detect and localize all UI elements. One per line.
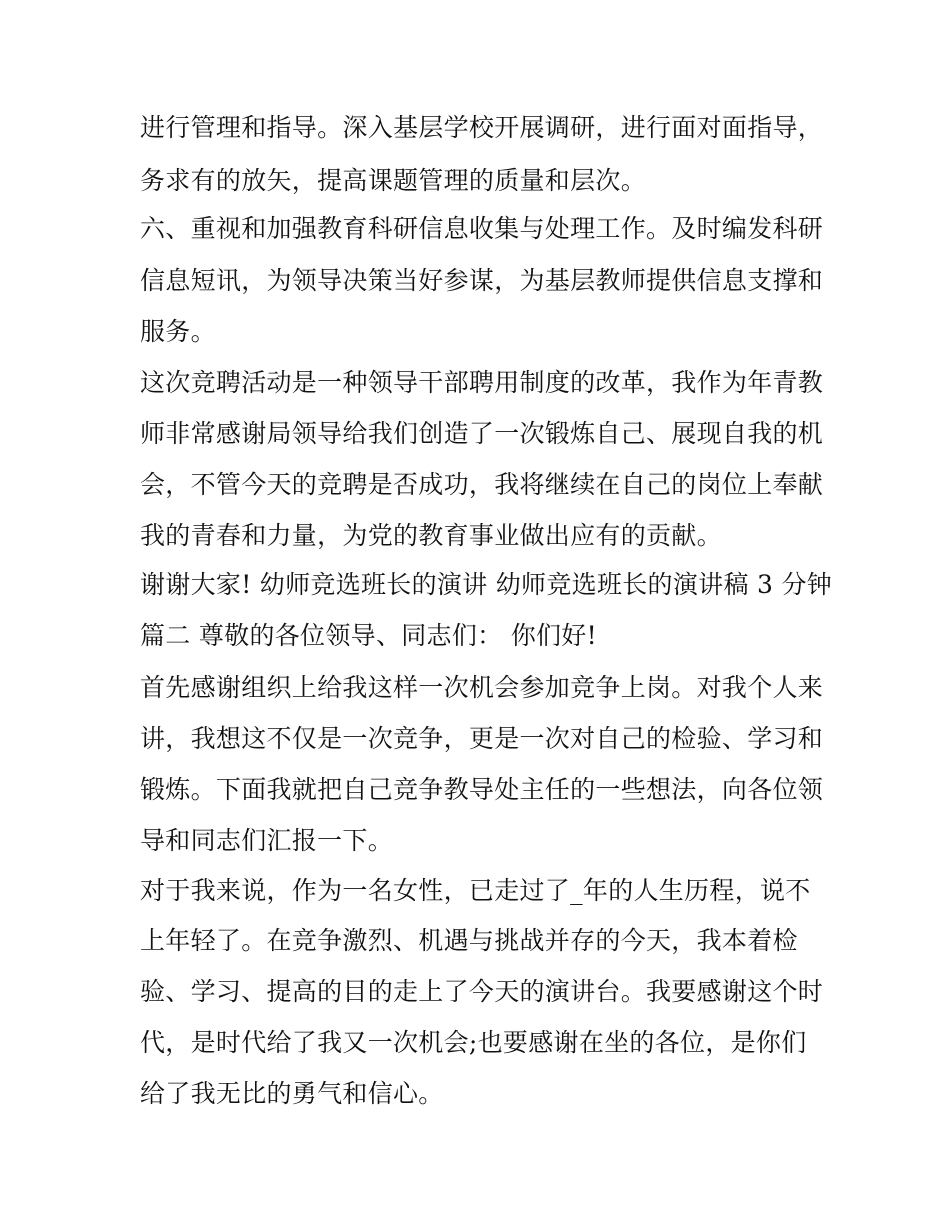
text-line: 师非常感谢局领导给我们创造了一次锻炼自己、展现自我的机: [140, 419, 824, 448]
text-line: 首先感谢组织上给我这样一次机会参加竞争上岗。对我个人来: [140, 673, 824, 702]
text-line: 上年轻了。在竞争激烈、机遇与挑战并存的今天，我本着检: [140, 926, 798, 955]
text-line: 验、学习、提高的目的走上了今天的演讲台。我要感谢这个时: [140, 977, 824, 1006]
text-line: 谢谢大家! 幼师竞选班长的演讲 幼师竞选班长的演讲稿 3 分钟: [140, 570, 833, 599]
text-line: 篇二 尊敬的各位领导、同志们： 你们好!: [140, 621, 597, 650]
text-line: 导和同志们汇报一下。: [140, 826, 394, 855]
text-line: 进行管理和指导。深入基层学校开展调研，进行面对面指导，: [140, 113, 824, 142]
text-line: 信息短讯，为领导决策当好参谋，为基层教师提供信息支撑和: [140, 266, 824, 295]
text-line: 这次竞聘活动是一种领导干部聘用制度的改革，我作为年青教: [140, 368, 824, 397]
text-line: 务求有的放矢，提高课题管理的质量和层次。: [140, 166, 647, 195]
text-line: 给了我无比的勇气和信心。: [140, 1079, 444, 1108]
text-line: 讲，我想这不仅是一次竞争，更是一次对自己的检验、学习和: [140, 724, 824, 753]
text-line: 锻炼。下面我就把自己竞争教导处主任的一些想法，向各位领: [140, 775, 824, 804]
text-line: 代，是时代给了我又一次机会;也要感谢在坐的各位，是你们: [140, 1028, 807, 1057]
text-line: 会，不管今天的竞聘是否成功，我将继续在自己的岗位上奉献: [140, 470, 824, 499]
text-line: 六、重视和加强教育科研信息收集与处理工作。及时编发科研: [140, 214, 824, 243]
text-line: 我的青春和力量，为党的教育事业做出应有的贡献。: [140, 521, 722, 550]
text-line: 对于我来说，作为一名女性，已走过了_年的人生历程，说不: [140, 876, 811, 905]
text-line: 服务。: [140, 317, 216, 346]
